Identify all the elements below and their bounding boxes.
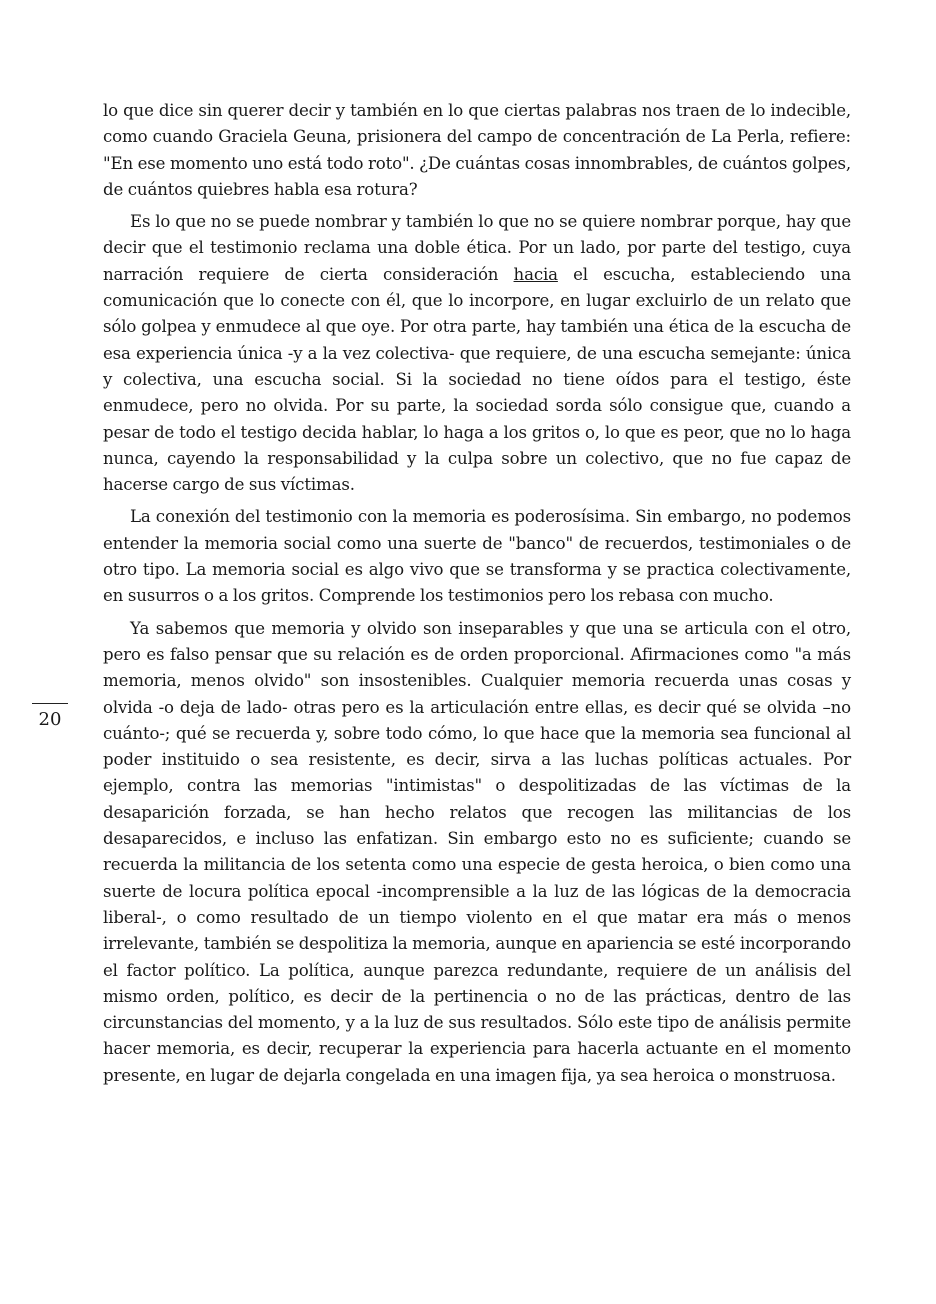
paragraph-3: La conexión del testimonio con la memoria es poderosísima. Sin embargo, no podemos entender la memoria social como una suerte de "banco" de recuerdos, testimoniales o de otro tipo. La memoria social es algo vivo que se transforma y se practica colectivamente, en susurros o a los gritos. Comprende los testimonios pero los rebasa con mucho. xyxy=(103,507,851,606)
paragraph-4: Ya sabemos que memoria y olvido son inseparables y que una se articula con el otro, pero es falso pensar que su relación es de orden proporcional. Afirmaciones como "a más memoria, menos olvido" son insostenibles. Cualquier memoria recuerda unas cosas y olvida -o deja de lado- otras pero es la articulación entre ellas, es decir qué se olvida –no cuánto-; qué se recuerda y, sobre todo cómo, lo que hace que la memoria sea funcional al poder instituido o sea resistente, es decir, sirva a las luchas políticas actuales. Por ejemplo, contra las memorias "intimistas" o despolitizadas de las víctimas de la desaparición forzada, se han hecho relatos que recogen las militancias de los desaparecidos, e incluso las enfatizan. Sin embargo esto no es suficiente; cuando se recuerda la militancia de los setenta como una especie de gesta heroica, o bien como una suerte de locura política epocal -incomprensible a la luz de las lógicas de la democracia liberal-, o como resultado de un tiempo violento en el que matar era más o menos irrelevante, también se despolitiza la memoria, aunque en apariencia se esté incorporando el factor político. La política, aunque parezca redundante, requiere de un análisis del mismo orden, político, es decir de la pertinencia o no de las prácticas, dentro de las circunstancias del momento, y a la luz de sus resultados. Sólo este tipo de análisis permite hacer memoria, es decir, recuperar la experiencia para hacerla actuante en el momento presente, en lugar de dejarla congelada en una imagen fija, ya sea heroica o monstruosa. xyxy=(103,618,851,1085)
body-text xyxy=(103,98,851,1095)
paragraph-2-end: el escucha, estableciendo una comunicación que lo conecte con él, que lo incorpore, en lugar excluirlo de un relato que sólo golpea y enmudece al que oye. Por otra parte, hay también una ética de la escucha de esa experiencia única -y a la vez colectiva- que requiere, de una escucha semejante: única y colectiva, una escucha social. Si la sociedad no tiene oídos para el testigo, éste enmudece, pero no olvida. Por su parte, la sociedad sorda sólo consigue que, cuando a pesar de todo el testigo decida hablar, lo haga a los gritos o, lo que es peor, que no lo haga nunca, cayendo la responsabilidad y la culpa sobre un colectivo, que no fue capaz de hacerse cargo de sus víctimas. xyxy=(103,264,851,495)
underlined-word: hacia xyxy=(513,264,558,284)
paragraph-1: lo que dice sin querer decir y también en lo que ciertas palabras nos traen de lo indecible, como cuando Graciela Geuna, prisionera del campo de concentración de La Perla, refiere: "En ese momento uno está todo roto". ¿De cuántas cosas innombrables, de cuántos golpes, de cuántos quiebres habla esa rotura? xyxy=(103,101,851,199)
page-number: 20 xyxy=(38,709,62,730)
paragraph-2 xyxy=(103,209,851,498)
paragraph-2-start: Es lo que no se puede nombrar y también lo que no se quiere nombrar porque, hay que decir que el testimonio reclama una doble ética. Por un lado, por parte del testigo, cuya narración requiere de cierta consideración xyxy=(103,212,851,284)
page-number-rule xyxy=(32,703,68,704)
